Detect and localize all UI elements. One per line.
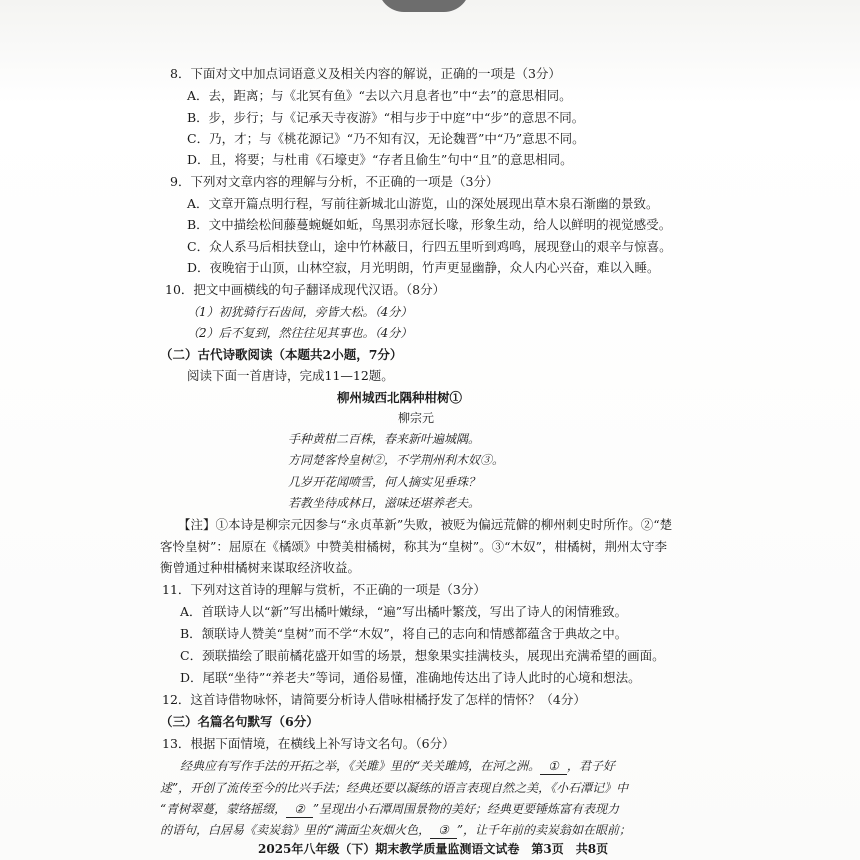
q9-option-d: D．夜晚宿于山顶，山林空寂，月光明朗，竹声更显幽静，众人内心兴奋，难以入睡。	[187, 260, 660, 275]
q8-stem: 8．下面对文中加点词语意义及相关内容的解说，正确的一项是（3分）	[170, 66, 561, 81]
binder-clip	[378, 0, 470, 12]
section2-heading: （二）古代诗歌阅读（本题共2小题，7分）	[160, 347, 403, 362]
answer-blank-3[interactable]: ③	[430, 822, 457, 839]
q13-paragraph-line-4	[160, 822, 631, 839]
poem-line-4: 若教坐待成林日，滋味还堪养老夫。	[288, 496, 481, 510]
q13-paragraph-line-1	[180, 758, 615, 775]
q9-option-b: B．文中描绘松间藤蔓蜿蜒如蚯，鸟黑羽赤冠长喙，形象生动，给人以鲜明的视觉感受。	[187, 217, 672, 232]
q9-stem: 9．下列对文章内容的理解与分析，不正确的一项是（3分）	[170, 174, 499, 189]
q11-option-a: A．首联诗人以“新”写出橘叶嫩绿，“遍”写出橘叶繁茂，写出了诗人的闲情雅致。	[180, 604, 628, 619]
page-footer: 2025年八年级（下）期末教学质量监测语文试卷 第3页 共8页	[258, 842, 609, 856]
poem-note-line-3: 衡曾通过种柑橘树来谋取经济收益。	[160, 560, 361, 575]
q11-option-c: C．颈联描绘了眼前橘花盛开如雪的场景，想象果实挂满枝头，展现出充满希望的画面。	[180, 648, 665, 663]
answer-blank-2[interactable]: ②	[286, 801, 313, 818]
q11-stem: 11．下列对这首诗的理解与赏析，不正确的一项是（3分）	[162, 582, 486, 597]
q8-option-a: A．去，距离；与《北冥有鱼》“去以六月息者也”中“去”的意思相同。	[187, 88, 572, 103]
q10-sentence-1: （1）初犹骑行石齿间，旁皆大松。（4分）	[187, 305, 413, 319]
q13-text: “青树翠蔓，蒙络摇缀，	[160, 802, 287, 816]
poem-author: 柳宗元	[398, 411, 435, 425]
q8-option-d: D．且，将要；与杜甫《石壕吏》“存者且偷生”句中“且”的意思相同。	[187, 152, 573, 167]
answer-blank-1[interactable]: ①	[540, 758, 567, 775]
q11-option-b: B．颔联诗人赞美“皇树”而不学“木奴”，将自己的志向和情感都蕴含于典故之中。	[180, 626, 628, 641]
q10-sentence-2: （2）后不复到，然往往见其事也。（4分）	[187, 326, 413, 340]
q13-stem: 13．根据下面情境，在横线上补写诗文名句。（6分）	[162, 736, 455, 751]
q13-text: ，君子好	[566, 759, 615, 773]
q10-stem: 10．把文中画横线的句子翻译成现代汉语。（8分）	[165, 282, 446, 297]
q13-text: ”呈现出小石潭周围景物的美好；经典更要锤炼富有表现力	[312, 802, 620, 816]
poem-note-line-1: 【注】①本诗是柳宗元因参与“永贞革新”失败，被贬为偏远荒僻的柳州刺史时所作。②“楚	[178, 517, 673, 532]
q9-option-a: A．文章开篇点明行程，写前往新城北山游览，山的深处展现出草木泉石渐幽的景致。	[187, 196, 659, 211]
q8-option-c: C．乃，才；与《桃花源记》“乃不知有汉，无论魏晋”中“乃”意思不同。	[187, 131, 585, 146]
q11-option-d: D．尾联“坐待”“养老夫”等词，通俗易懂，准确地传达出了诗人此时的心境和想法。	[180, 670, 641, 685]
q13-text: 的语句，白居易《卖炭翁》里的“满面尘灰烟火色，	[160, 823, 431, 837]
poem-line-3: 几岁开花闻喷雪，何人摘实见垂珠？	[288, 475, 481, 489]
poem-title: 柳州城西北隅种柑树①	[337, 390, 463, 405]
poem-line-2: 方同楚客怜皇树②，不学荆州利木奴③。	[288, 453, 505, 467]
section3-heading: （三）名篇名句默写（6分）	[160, 714, 319, 729]
q13-text: 经典应有写作手法的开拓之举，《关雎》里的“关关雎鸠，在河之洲。	[180, 759, 541, 773]
q13-paragraph-line-3	[160, 801, 619, 818]
q13-text: ”，让千年前的卖炭翁如在眼前；	[456, 823, 632, 837]
q12-stem: 12．这首诗借物咏怀，请简要分析诗人借咏柑橘抒发了怎样的情怀？（4分）	[162, 692, 586, 707]
poem-line-1: 手种黄柑二百株，春来新叶遍城隅。	[288, 432, 481, 446]
section2-intro: 阅读下面一首唐诗，完成11—12题。	[187, 368, 394, 383]
q8-option-b: B．步，步行；与《记承天寺夜游》“相与步于中庭”中“步”的意思不同。	[187, 110, 585, 125]
q9-option-c: C．众人系马后相扶登山，途中竹林蔽日，行四五里听到鸡鸣，展现登山的艰辛与惊喜。	[187, 239, 672, 254]
poem-note-line-2: 客怜皇树”：屈原在《橘颂》中赞美柑橘树，称其为“皇树”。③“木奴”，柑橘树，荆州太守李	[160, 539, 667, 554]
q13-paragraph-line-2: 逑”，开创了流传至今的比兴手法；经典还要以凝练的语言表现自然之美，《小石潭记》中	[160, 781, 629, 795]
